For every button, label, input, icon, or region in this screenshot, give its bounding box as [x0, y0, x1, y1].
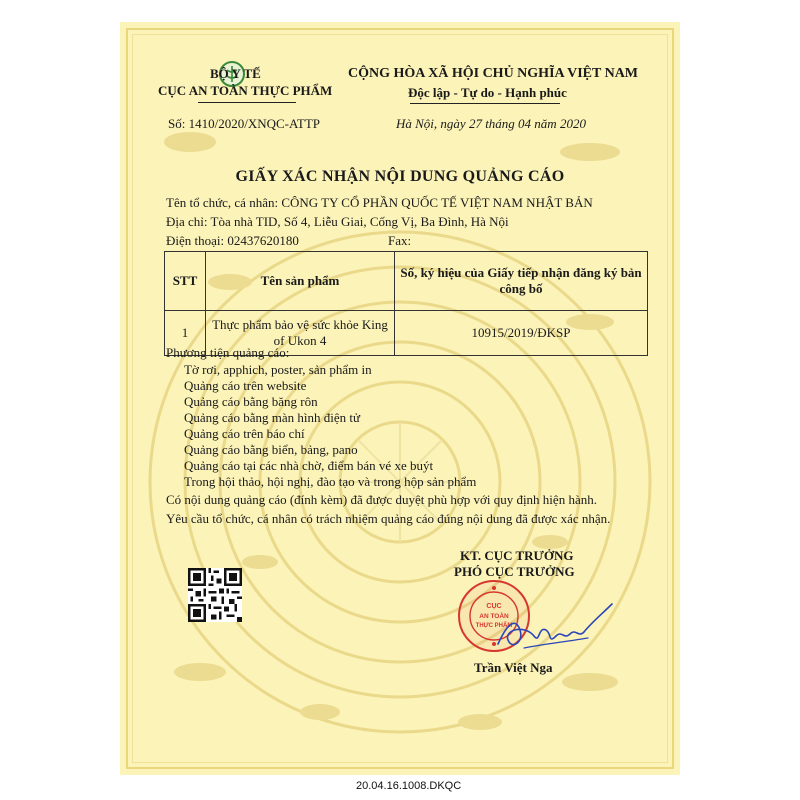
- column-header-registration: Số, ký hiệu của Giấy tiếp nhận đăng ký bản công bố: [395, 252, 648, 311]
- table-header-row: [165, 252, 648, 311]
- national-motto: Độc lập - Tự do - Hạnh phúc: [408, 85, 567, 100]
- signature-title-1: KT. CỤC TRƯỞNG: [460, 548, 574, 563]
- footer-code: 20.04.16.1008.DKQC: [356, 780, 462, 792]
- organization-address: Địa chỉ: Tòa nhà TID, Số 4, Liễu Giai, Cống Vị, Ba Đình, Hà Nội: [166, 214, 509, 229]
- agency-underline: [198, 102, 296, 103]
- organization-name: Tên tổ chức, cá nhân: CÔNG TY CỔ PHẦN QUỐC TẾ VIỆT NAM NHẬT BẢN: [166, 195, 593, 210]
- handwritten-signature-icon: [494, 600, 614, 658]
- certificate-content: [120, 22, 680, 775]
- signer-name: Trần Việt Nga: [474, 660, 553, 675]
- organization-phone: Điện thoại: 02437620180: [166, 233, 299, 248]
- cell-stt: 1: [165, 311, 206, 356]
- media-item: Quảng cáo tại các nhà chờ, điểm bán vé xe buýt: [184, 458, 434, 473]
- media-item: Tờ rơi, apphich, poster, sản phẩm in: [184, 362, 372, 377]
- column-header-stt: STT: [165, 252, 206, 311]
- product-table: [164, 251, 648, 356]
- media-item: Quảng cáo bằng màn hình điện tử: [184, 410, 361, 425]
- svg-text:CỤC: CỤC: [486, 603, 502, 610]
- media-item: Quảng cáo bằng biển, bảng, pano: [184, 442, 358, 457]
- approval-statement: Có nội dung quảng cáo (đính kèm) đã được duyệt phù hợp với quy định hiện hành.: [166, 492, 597, 507]
- qr-code-icon: [188, 568, 242, 622]
- cell-registration: 10915/2019/ĐKSP: [395, 311, 648, 356]
- column-header-product: Tên sản phẩm: [206, 252, 395, 311]
- organization-fax: Fax:: [388, 233, 412, 248]
- media-item: Trong hội thảo, hội nghị, đào tạo và trong hộp sản phẩm: [184, 474, 477, 489]
- certificate-sheet: [120, 22, 680, 775]
- ministry-name: BỘ Y TẾ: [210, 66, 261, 81]
- media-item: Quảng cáo trên báo chí: [184, 426, 305, 441]
- document-title: GIẤY XÁC NHẬN NỘI DUNG QUẢNG CÁO: [235, 168, 565, 185]
- responsibility-statement: Yêu cầu tổ chức, cá nhân có trách nhiệm quảng cáo đúng nội dung đã được xác nhận.: [166, 511, 611, 526]
- agency-name: CỤC AN TOÀN THỰC PHẨM: [158, 83, 333, 98]
- svg-text:THỰC PHẨM: THỰC PHẨM: [475, 623, 513, 629]
- svg-text:AN TOÀN: AN TOÀN: [479, 613, 509, 620]
- media-label: Phương tiện quảng cáo:: [166, 345, 290, 360]
- document-number: Số: 1410/2020/XNQC-ATTP: [168, 116, 321, 131]
- motto-underline: [410, 103, 560, 104]
- media-item: Quảng cáo bằng băng rôn: [184, 394, 318, 409]
- signature-title-2: PHÓ CỤC TRƯỞNG: [454, 564, 575, 579]
- place-and-date: Hà Nội, ngày 27 tháng 04 năm 2020: [396, 116, 586, 131]
- cell-product: Thực phẩm bảo vệ sức khỏe King of Ukon 4: [206, 311, 395, 356]
- nation-name: CỘNG HÒA XÃ HỘI CHỦ NGHĨA VIỆT NAM: [348, 66, 639, 81]
- media-item: Quảng cáo trên website: [184, 378, 307, 393]
